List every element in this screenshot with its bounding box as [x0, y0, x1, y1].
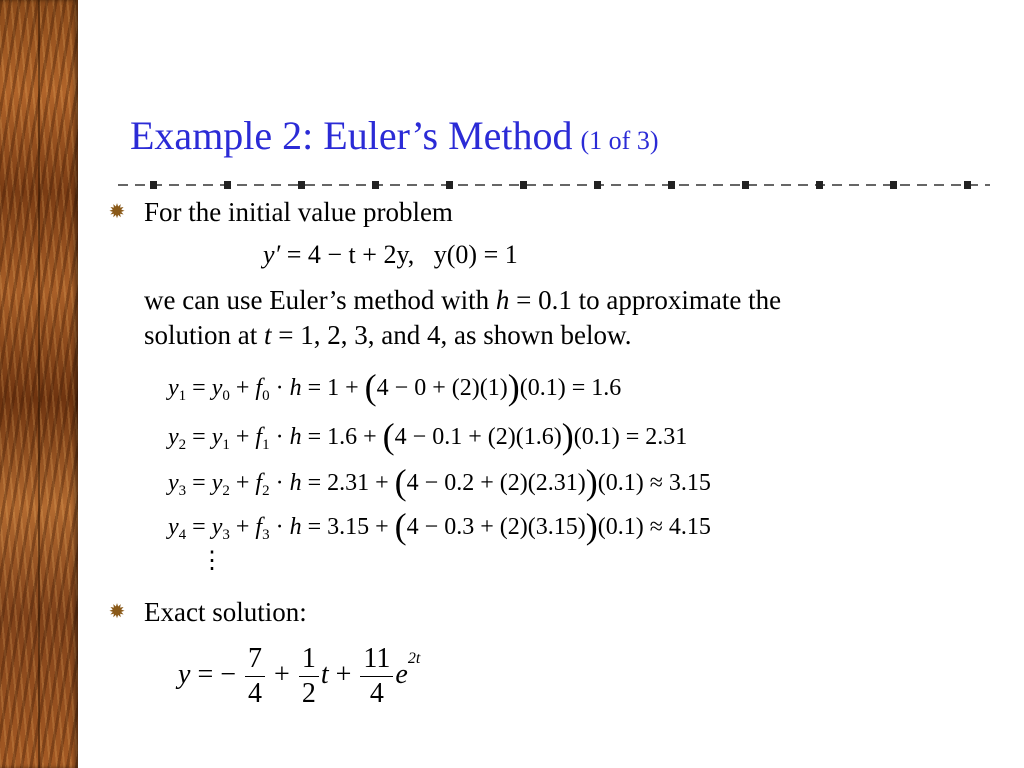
step-size: (0.1)	[519, 375, 566, 401]
exact-exponent: 2t	[407, 649, 421, 667]
sunburst-bullet-icon: ✹	[108, 601, 126, 623]
t-variable: t	[264, 320, 272, 350]
paragraph-text: we can use Euler’s method with	[144, 285, 496, 315]
exact-plus: +	[274, 658, 290, 690]
step-lhs-sub: 1	[178, 388, 187, 404]
frac-num: 11	[360, 642, 393, 677]
wood-border	[0, 0, 78, 768]
step-y-sub: 1	[222, 437, 230, 453]
step-f-sub: 2	[262, 483, 270, 499]
exact-e: e	[395, 658, 408, 690]
step-relation: ≈	[649, 470, 663, 496]
step-inner: 4 − 0 + (2)(1)	[376, 375, 508, 401]
ivp-initial-condition: y(0) = 1	[433, 240, 518, 269]
slide-title	[130, 112, 658, 159]
step-y: y	[211, 470, 223, 496]
step-f-sub: 3	[262, 527, 270, 543]
step-h: h	[289, 424, 302, 450]
sunburst-bullet-icon: ✹	[108, 201, 126, 223]
step-y: y	[211, 514, 223, 540]
step-f-sub: 0	[262, 388, 270, 404]
fraction-1-2	[299, 642, 319, 711]
step-lhs: y	[168, 424, 179, 450]
step-lhs-sub: 4	[178, 527, 187, 543]
step-y: y	[211, 424, 223, 450]
dashed-divider	[118, 176, 990, 194]
step-f: f	[255, 470, 263, 496]
step-relation: ≈	[649, 514, 663, 540]
frac-num: 7	[245, 642, 265, 677]
step-h: h	[289, 375, 302, 401]
step-y-sub: 2	[222, 483, 230, 499]
ivp-rhs: = 4 − t + 2y,	[286, 240, 415, 269]
step-result: 3.15	[668, 470, 711, 496]
wood-seam	[38, 0, 40, 768]
euler-step-4: $y_4 = y_3 + f_3 \cdot h = 3.15 + (4 - 0.3 + (2)(3.15))(0.1) \approx 4.15$	[168, 506, 711, 546]
step-y-sub: 0	[222, 388, 230, 404]
paragraph-text: solution at	[144, 320, 264, 350]
step-prev: 1	[327, 375, 340, 401]
step-result: 2.31	[645, 424, 688, 450]
ivp-lhs: y′	[263, 240, 281, 269]
frac-den: 4	[369, 678, 384, 709]
bullet-text-ivp: For the initial value problem	[144, 197, 453, 227]
step-y-sub: 3	[222, 527, 230, 543]
step-inner: 4 − 0.1 + (2)(1.6)	[394, 424, 562, 450]
step-f: f	[255, 514, 263, 540]
vertical-ellipsis: ⋮	[200, 548, 224, 574]
step-prev: 1.6	[327, 424, 358, 450]
bullet-text-exact: Exact solution:	[144, 597, 307, 627]
step-lhs: y	[168, 514, 179, 540]
exact-y: y	[178, 658, 191, 690]
step-prev: 2.31	[327, 470, 370, 496]
step-h: h	[289, 514, 302, 540]
step-y: y	[211, 375, 223, 401]
exact-eq: = −	[197, 658, 237, 690]
step-lhs: y	[168, 375, 179, 401]
step-size: (0.1)	[597, 514, 644, 540]
paragraph-text: = 1, 2, 3, and 4, as shown below.	[271, 320, 632, 350]
frac-den: 2	[301, 678, 316, 709]
exact-plus: +	[335, 658, 352, 690]
step-size: (0.1)	[573, 424, 620, 450]
euler-step-2: $y_2 = y_1 + f_1 \cdot h = 1.6 + (4 - 0.1 + (2)(1.6))(0.1) = 2.31$	[168, 416, 688, 456]
step-relation: =	[571, 375, 586, 401]
step-lhs-sub: 2	[178, 437, 187, 453]
step-f: f	[255, 375, 263, 401]
exact-t: t	[320, 658, 329, 690]
paragraph-text: = 0.1 to approximate the	[509, 285, 782, 315]
euler-step-1: $y_1 = y_0 + f_0 \cdot h = 1 + (4 - 0 + (2)(1))(0.1) = 1.6$	[168, 367, 622, 407]
step-f-sub: 1	[262, 437, 270, 453]
step-h: h	[289, 470, 302, 496]
slide-title-main: Example 2: Euler’s Method	[130, 113, 573, 158]
frac-den: 4	[248, 678, 263, 709]
step-lhs-sub: 3	[178, 483, 187, 499]
step-f: f	[255, 424, 263, 450]
step-size: (0.1)	[597, 470, 644, 496]
step-inner: 4 − 0.2 + (2)(2.31)	[406, 470, 586, 496]
ivp-equation	[263, 240, 518, 270]
exact-solution-equation	[178, 642, 420, 711]
step-relation: =	[625, 424, 640, 450]
slide-title-sub: (1 of 3)	[580, 126, 659, 155]
step-lhs: y	[168, 470, 179, 496]
step-inner: 4 − 0.3 + (2)(3.15)	[406, 514, 586, 540]
euler-step-3: $y_3 = y_2 + f_2 \cdot h = 2.31 + (4 - 0.2 + (2)(2.31))(0.1) \approx 3.15$	[168, 462, 711, 502]
step-result: 4.15	[668, 514, 711, 540]
fraction-11-4	[360, 642, 393, 711]
step-result: 1.6	[591, 375, 622, 401]
frac-num: 1	[299, 642, 319, 677]
step-prev: 3.15	[327, 514, 370, 540]
paragraph-line-1	[144, 283, 781, 318]
fraction-7-4	[245, 642, 265, 711]
paragraph-line-2	[144, 318, 631, 353]
h-variable: h	[495, 285, 510, 315]
